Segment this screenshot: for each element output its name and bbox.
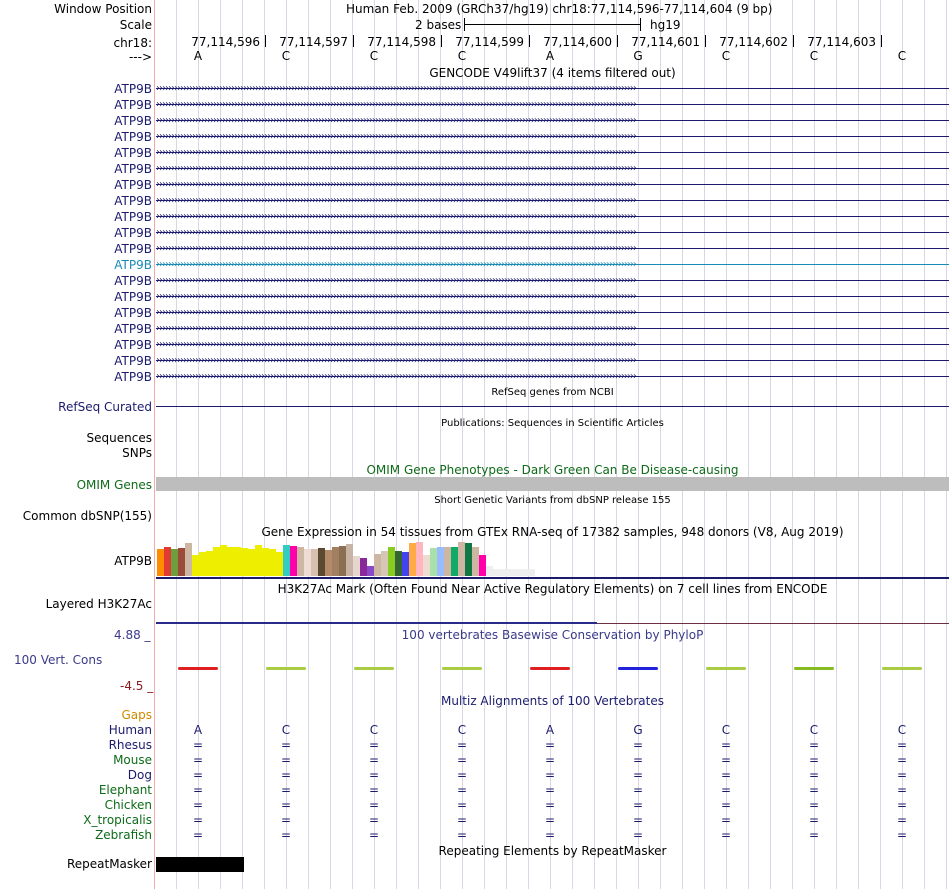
gencode-strand-arrows: ›››››››››››››››››››››››››››››››››››››››››››››››››››››››››››››››››››››››››››››››››››››››››››››››››››››››››››››››››››››››››››››››››››››››››››››››››››››››››››››››› xyxy=(156,180,636,189)
position-label: 77,114,600 xyxy=(543,35,612,49)
gtex-bar[interactable] xyxy=(409,543,416,576)
gencode-strand-arrows: ›››››››››››››››››››››››››››››››››››››››››››››››››››››››››››››››››››››››››››››››››››››››››››››››››››››››››››››››››››››››››››››››››››››››››››››››››››››››››››››››› xyxy=(156,212,636,221)
gtex-bar[interactable] xyxy=(192,555,199,576)
gtex-bar[interactable] xyxy=(430,548,437,576)
base-letter: C xyxy=(457,49,467,63)
multiz-match-symbol: = xyxy=(192,738,204,752)
conservation-peak[interactable] xyxy=(354,667,394,670)
multiz-match-symbol: = xyxy=(544,798,556,812)
gencode-item-label[interactable]: ATP9B xyxy=(114,178,152,192)
multiz-human-base: C xyxy=(721,723,731,737)
gencode-item-label[interactable]: ATP9B xyxy=(114,370,152,384)
gtex-bar[interactable] xyxy=(521,569,528,576)
multiz-match-symbol: = xyxy=(808,738,820,752)
gencode-item-label[interactable]: ATP9B xyxy=(114,98,152,112)
gtex-bar[interactable] xyxy=(213,547,220,576)
multiz-match-symbol: = xyxy=(720,813,732,827)
conservation-peak[interactable] xyxy=(794,667,834,670)
conservation-track-title[interactable]: 100 vertebrates Basewise Conservation by PhyloP xyxy=(401,628,704,642)
position-tick xyxy=(353,35,354,47)
scale-bases: 2 bases xyxy=(415,18,462,32)
gtex-bar[interactable] xyxy=(437,547,444,576)
conservation-peak[interactable] xyxy=(706,667,746,670)
position-tick xyxy=(617,35,618,47)
refseq-track-label[interactable]: RefSeq Curated xyxy=(58,400,152,414)
gtex-bar[interactable] xyxy=(304,549,311,576)
base-letter: G xyxy=(633,49,643,63)
base-letter: C xyxy=(721,49,731,63)
multiz-match-symbol: = xyxy=(192,768,204,782)
window-position-label: Window Position xyxy=(54,2,152,16)
gtex-bar[interactable] xyxy=(178,548,185,576)
h3k27ac-track-label[interactable]: Layered H3K27Ac xyxy=(45,597,152,611)
gencode-item-label[interactable]: ATP9B xyxy=(114,322,152,336)
multiz-human-base: G xyxy=(633,723,643,737)
gencode-strand-arrows: ›››››››››››››››››››››››››››››››››››››››››››››››››››››››››››››››››››››››››››››››››››››››››››››››››››››››››››››››››››››››››››››››››››››››››››››››››››››››››››››››› xyxy=(156,196,636,205)
scale-bar xyxy=(464,24,640,25)
multiz-match-symbol: = xyxy=(896,798,908,812)
gtex-bar[interactable] xyxy=(318,548,325,576)
gtex-bar[interactable] xyxy=(339,546,346,576)
gencode-strand-arrows: ›››››››››››››››››››››››››››››››››››››››››››››››››››››››››››››››››››››››››››››››››››››››››››››››››››››››››››››››››››››››››››››››››››››››››››››››››››››››››››››››› xyxy=(156,148,636,157)
multiz-match-symbol: = xyxy=(632,828,644,842)
base-letter: C xyxy=(281,49,291,63)
gtex-bar[interactable] xyxy=(472,547,479,576)
gencode-item-label[interactable]: ATP9B xyxy=(114,130,152,144)
multiz-match-symbol: = xyxy=(368,753,380,767)
gtex-bar[interactable] xyxy=(297,547,304,576)
multiz-human-base: A xyxy=(193,723,203,737)
multiz-match-symbol: = xyxy=(720,738,732,752)
gencode-strand-arrows: ›››››››››››››››››››››››››››››››››››››››››››››››››››››››››››››››››››››››››››››››››››››››››››››››››››››››››››››››››››››››››››››››››››››››››››››››››››››››››››››››› xyxy=(156,132,636,141)
multiz-match-symbol: = xyxy=(632,783,644,797)
gencode-strand-arrows: ›››››››››››››››››››››››››››››››››››››››››››››››››››››››››››››››››››››››››››››››››››››››››››››››››››››››››››››››››››››››››››››››››››››››››››››››››››››››››››››››› xyxy=(156,324,636,333)
omim-gene-bar[interactable] xyxy=(156,477,949,491)
multiz-match-symbol: = xyxy=(192,798,204,812)
multiz-species-label[interactable]: Dog xyxy=(127,768,152,782)
gencode-strand-arrows: ›››››››››››››››››››››››››››››››››››››››››››››››››››››››››››››››››››››››››››››››››››››››››››››››››››››››››››››››››››››››››››››››››››››››››››››››››››››››››››››››› xyxy=(156,292,636,301)
gencode-item-label[interactable]: ATP9B xyxy=(114,194,152,208)
gtex-bar[interactable] xyxy=(507,569,514,576)
multiz-match-symbol: = xyxy=(632,798,644,812)
gtex-bar[interactable] xyxy=(353,556,360,576)
gencode-item-label[interactable]: ATP9B xyxy=(114,114,152,128)
multiz-human-base: A xyxy=(545,723,555,737)
publications-track-title[interactable]: Publications: Sequences in Scientific Articles xyxy=(441,418,664,429)
multiz-track-title[interactable]: Multiz Alignments of 100 Vertebrates xyxy=(440,694,665,708)
base-letter: A xyxy=(545,49,555,63)
gtex-bar[interactable] xyxy=(423,555,430,576)
multiz-match-symbol: = xyxy=(456,813,468,827)
gtex-bar-chart[interactable] xyxy=(157,542,537,576)
gencode-strand-arrows: ›››››››››››››››››››››››››››››››››››››››››››››››››››››››››››››››››››››››››››››››››››››››››››››››››››››››››››››››››››››››››››››››››››››››››››››››››››››››››››››››› xyxy=(156,356,636,365)
conservation-peak[interactable] xyxy=(882,667,922,670)
multiz-match-symbol: = xyxy=(544,813,556,827)
multiz-match-symbol: = xyxy=(720,753,732,767)
multiz-match-symbol: = xyxy=(456,783,468,797)
multiz-match-symbol: = xyxy=(280,783,292,797)
gtex-bar[interactable] xyxy=(402,552,409,576)
label-separator xyxy=(154,0,155,889)
gencode-item-label[interactable]: ATP9B xyxy=(114,226,152,240)
gencode-track-title[interactable]: GENCODE V49lift37 (4 items filtered out) xyxy=(429,66,676,80)
publications-sequences-label[interactable]: Sequences xyxy=(86,431,152,445)
gtex-bar[interactable] xyxy=(493,569,500,576)
multiz-match-symbol: = xyxy=(544,738,556,752)
multiz-match-symbol: = xyxy=(368,798,380,812)
repeatmasker-track-title[interactable]: Repeating Elements by RepeatMasker xyxy=(438,844,667,858)
multiz-gaps-label[interactable]: Gaps xyxy=(121,708,152,722)
gtex-baseline xyxy=(156,577,949,579)
multiz-match-symbol: = xyxy=(192,828,204,842)
multiz-match-symbol: = xyxy=(720,768,732,782)
refseq-track-title[interactable]: RefSeq genes from NCBI xyxy=(491,387,614,398)
omim-track-label[interactable]: OMIM Genes xyxy=(76,478,152,492)
multiz-match-symbol: = xyxy=(368,828,380,842)
conservation-peak[interactable] xyxy=(442,667,482,670)
publications-snps-label[interactable]: SNPs xyxy=(122,446,152,460)
multiz-match-symbol: = xyxy=(280,768,292,782)
position-label: 77,114,602 xyxy=(719,35,788,49)
gtex-bar[interactable] xyxy=(486,566,493,576)
conservation-peak[interactable] xyxy=(618,667,658,670)
gtex-bar[interactable] xyxy=(514,569,521,576)
base-letter: C xyxy=(897,49,907,63)
gencode-item-label[interactable]: ATP9B xyxy=(114,274,152,288)
multiz-match-symbol: = xyxy=(456,738,468,752)
gtex-bar[interactable] xyxy=(479,555,486,576)
repeatmasker-element[interactable] xyxy=(156,857,244,872)
multiz-match-symbol: = xyxy=(456,828,468,842)
position-tick xyxy=(705,35,706,47)
gencode-strand-arrows: ›››››››››››››››››››››››››››››››››››››››››››››››››››››››››››››››››››››››››››››››››››››››››››››››››››››››››››››››››››››››››››››››››››››››››››››››››››››››››››››››› xyxy=(156,116,636,125)
gtex-bar[interactable] xyxy=(325,550,332,576)
multiz-match-symbol: = xyxy=(456,768,468,782)
refseq-gene-line[interactable] xyxy=(156,406,949,407)
multiz-match-symbol: = xyxy=(280,738,292,752)
scale-db: hg19 xyxy=(650,18,681,32)
multiz-match-symbol: = xyxy=(896,768,908,782)
multiz-match-symbol: = xyxy=(544,768,556,782)
omim-track-title[interactable]: OMIM Gene Phenotypes - Dark Green Can Be Disease-causing xyxy=(366,463,739,477)
base-letter: C xyxy=(369,49,379,63)
h3k27ac-signal-line[interactable] xyxy=(156,622,597,624)
position-label: 77,114,596 xyxy=(191,35,260,49)
gencode-strand-arrows: ›››››››››››››››››››››››››››››››››››››››››››››››››››››››››››››››››››››››››››››››››››››››››››››››››››››››››››››››››››››››››››››››››››››››››››››››››››››››››››››››› xyxy=(156,228,636,237)
gencode-strand-arrows: ›››››››››››››››››››››››››››››››››››››››››››››››››››››››››››››››››››››››››››››››››››››››››››››››››››››››››››››››››››››››››››››››››››››››››››››››››››››››››››››››› xyxy=(156,308,636,317)
strand-label: ---> xyxy=(128,50,152,64)
multiz-match-symbol: = xyxy=(896,783,908,797)
gtex-bar[interactable] xyxy=(465,543,472,576)
gtex-bar[interactable] xyxy=(199,552,206,576)
multiz-species-label[interactable]: X_tropicalis xyxy=(83,813,152,827)
multiz-match-symbol: = xyxy=(368,768,380,782)
gtex-bar[interactable] xyxy=(248,549,255,576)
gtex-bar[interactable] xyxy=(241,548,248,576)
multiz-match-symbol: = xyxy=(280,828,292,842)
multiz-human-base: C xyxy=(457,723,467,737)
position-tick xyxy=(265,35,266,47)
multiz-match-symbol: = xyxy=(896,738,908,752)
gtex-bar[interactable] xyxy=(395,551,402,576)
gencode-item-label[interactable]: ATP9B xyxy=(114,210,152,224)
gtex-bar[interactable] xyxy=(458,542,465,576)
dbsnp-track-label[interactable]: Common dbSNP(155) xyxy=(22,509,152,523)
multiz-match-symbol: = xyxy=(280,813,292,827)
gencode-item-label[interactable]: ATP9B xyxy=(114,258,152,272)
multiz-match-symbol: = xyxy=(808,768,820,782)
position-label: 77,114,597 xyxy=(279,35,348,49)
multiz-match-symbol: = xyxy=(544,828,556,842)
gencode-strand-arrows: ›››››››››››››››››››››››››››››››››››››››››››››››››››››››››››››››››››››››››››››››››››››››››››››››››››››››››››››››››››››››››››››››››››››››››››››››››››››››››››››››› xyxy=(156,84,636,93)
multiz-species-label[interactable]: Human xyxy=(108,723,152,737)
conservation-peak[interactable] xyxy=(266,667,306,670)
multiz-match-symbol: = xyxy=(896,813,908,827)
gencode-item-label[interactable]: ATP9B xyxy=(114,146,152,160)
gencode-strand-arrows: ›››››››››››››››››››››››››››››››››››››››››››››››››››››››››››››››››››››››››››››››››››››››››››››››››››››››››››››››››››››››››››››››››››››››››››››››››››››››››››››››› xyxy=(156,372,636,381)
multiz-match-symbol: = xyxy=(632,753,644,767)
multiz-match-symbol: = xyxy=(896,753,908,767)
gtex-bar[interactable] xyxy=(276,552,283,576)
multiz-species-label[interactable]: Zebrafish xyxy=(95,828,152,842)
conservation-peak[interactable] xyxy=(530,667,570,670)
gtex-bar[interactable] xyxy=(255,545,262,576)
multiz-match-symbol: = xyxy=(368,783,380,797)
multiz-human-base: C xyxy=(281,723,291,737)
gencode-strand-arrows: ›››››››››››››››››››››››››››››››››››››››››››››››››››››››››››››››››››››››››››››››››››››››››››››››››››››››››››››››››››››››››››››››››››››››››››››››››››››››››››››››› xyxy=(156,276,636,285)
gencode-strand-arrows: ›››››››››››››››››››››››››››››››››››››››››››››››››››››››››››››››››››››››››››››››››››››››››››››››››››››››››››››››››››››››››››››››››››››››››››››››››››››››››››››››› xyxy=(156,244,636,253)
gtex-bar[interactable] xyxy=(416,542,423,576)
repeatmasker-track-label[interactable]: RepeatMasker xyxy=(66,857,152,871)
position-label: 77,114,598 xyxy=(367,35,436,49)
position-label: 77,114,603 xyxy=(807,35,876,49)
gtex-bar[interactable] xyxy=(206,551,213,576)
multiz-match-symbol: = xyxy=(808,753,820,767)
position-tick xyxy=(881,35,882,47)
position-label: 77,114,601 xyxy=(631,35,700,49)
multiz-match-symbol: = xyxy=(456,798,468,812)
gtex-bar[interactable] xyxy=(381,551,388,576)
gencode-item-label[interactable]: ATP9B xyxy=(114,162,152,176)
multiz-match-symbol: = xyxy=(456,753,468,767)
gencode-item-label[interactable]: ATP9B xyxy=(114,290,152,304)
multiz-match-symbol: = xyxy=(808,828,820,842)
gtex-bar[interactable] xyxy=(360,558,367,576)
gtex-bar[interactable] xyxy=(388,547,395,576)
gtex-bar[interactable] xyxy=(220,545,227,576)
multiz-species-label[interactable]: Mouse xyxy=(113,753,152,767)
position-tick xyxy=(793,35,794,47)
conservation-min-label: -4.5 _ xyxy=(120,679,154,693)
scale-bar-left-tick xyxy=(464,18,465,31)
multiz-match-symbol: = xyxy=(368,738,380,752)
multiz-human-base: C xyxy=(897,723,907,737)
position-tick xyxy=(441,35,442,47)
position-label: 77,114,599 xyxy=(455,35,524,49)
multiz-match-symbol: = xyxy=(808,783,820,797)
gencode-item-label[interactable]: ATP9B xyxy=(114,82,152,96)
assembly-title[interactable]: Human Feb. 2009 (GRCh37/hg19) chr18:77,114,596-77,114,604 (9 bp) xyxy=(346,2,773,16)
gtex-track-title[interactable]: Gene Expression in 54 tissues from GTEx RNA-seq of 17382 samples, 948 donors (V8, Aug 2019) xyxy=(261,525,844,539)
gtex-bar[interactable] xyxy=(171,549,178,576)
h3k27ac-track-title[interactable]: H3K27Ac Mark (Often Found Near Active Regulatory Elements) on 7 cell lines from ENCODE xyxy=(277,582,828,596)
gtex-bar[interactable] xyxy=(374,554,381,576)
gtex-bar[interactable] xyxy=(164,547,171,576)
chrom-label: chr18: xyxy=(113,36,152,50)
multiz-species-label[interactable]: Chicken xyxy=(104,798,152,812)
multiz-match-symbol: = xyxy=(808,813,820,827)
base-letter: C xyxy=(809,49,819,63)
multiz-species-label[interactable]: Rhesus xyxy=(108,738,152,752)
gtex-track-label[interactable]: ATP9B xyxy=(114,554,152,568)
h3k27ac-track-border xyxy=(597,623,949,624)
gtex-bar[interactable] xyxy=(234,547,241,576)
gtex-bar[interactable] xyxy=(367,566,374,576)
gencode-strand-arrows: ›››››››››››››››››››››››››››››››››››››››››››››››››››››››››››››››››››››››››››››››››››››››››››››››››››››››››››››››››››››››››››››››››››››››››››››››››››››››››››››››› xyxy=(156,164,636,173)
conservation-peak[interactable] xyxy=(178,667,218,670)
gtex-bar[interactable] xyxy=(185,543,192,576)
gtex-bar[interactable] xyxy=(269,549,276,576)
dbsnp-track-title[interactable]: Short Genetic Variants from dbSNP release 155 xyxy=(434,495,671,506)
gtex-bar[interactable] xyxy=(227,547,234,576)
multiz-human-base: C xyxy=(809,723,819,737)
multiz-human-base: C xyxy=(369,723,379,737)
multiz-match-symbol: = xyxy=(720,783,732,797)
gtex-bar[interactable] xyxy=(157,549,164,576)
multiz-match-symbol: = xyxy=(192,813,204,827)
multiz-match-symbol: = xyxy=(280,753,292,767)
conservation-max-label: 4.88 _ xyxy=(114,628,151,642)
multiz-match-symbol: = xyxy=(720,828,732,842)
multiz-match-symbol: = xyxy=(896,828,908,842)
gencode-strand-arrows: ›››››››››››››››››››››››››››››››››››››››››››››››››››››››››››››››››››››››››››››››››››››››››››››››››››››››››››››››››››››››››››››››››››››››››››››››››››››››››››››››› xyxy=(156,100,636,109)
conservation-track-label[interactable]: 100 Vert. Cons xyxy=(14,653,103,667)
multiz-match-symbol: = xyxy=(192,783,204,797)
gtex-bar[interactable] xyxy=(444,547,451,576)
gtex-bar[interactable] xyxy=(283,545,290,576)
base-letter: A xyxy=(193,49,203,63)
multiz-match-symbol: = xyxy=(280,798,292,812)
gtex-bar[interactable] xyxy=(451,547,458,576)
multiz-match-symbol: = xyxy=(632,768,644,782)
gencode-item-label[interactable]: ATP9B xyxy=(114,354,152,368)
multiz-match-symbol: = xyxy=(632,813,644,827)
gtex-bar[interactable] xyxy=(346,544,353,576)
gtex-bar[interactable] xyxy=(262,548,269,576)
scale-label: Scale xyxy=(119,18,152,32)
multiz-match-symbol: = xyxy=(632,738,644,752)
gtex-bar[interactable] xyxy=(500,569,507,576)
position-tick xyxy=(529,35,530,47)
multiz-match-symbol: = xyxy=(544,783,556,797)
scale-bar-right-tick xyxy=(640,18,641,31)
gencode-item-label[interactable]: ATP9B xyxy=(114,338,152,352)
multiz-match-symbol: = xyxy=(720,798,732,812)
gtex-bar[interactable] xyxy=(332,547,339,576)
gencode-item-label[interactable]: ATP9B xyxy=(114,306,152,320)
multiz-match-symbol: = xyxy=(544,753,556,767)
gtex-bar[interactable] xyxy=(528,569,535,576)
multiz-species-label[interactable]: Elephant xyxy=(98,783,152,797)
gencode-item-label[interactable]: ATP9B xyxy=(114,242,152,256)
gtex-bar[interactable] xyxy=(290,546,297,576)
multiz-match-symbol: = xyxy=(808,798,820,812)
gencode-strand-arrows: ›››››››››››››››››››››››››››››››››››››››››››››››››››››››››››››››››››››››››››››››››››››››››››››››››››››››››››››››››››››››››››››››››››››››››››››››››››››››››››››››› xyxy=(156,340,636,349)
gencode-strand-arrows: ›››››››››››››››››››››››››››››››››››››››››››››››››››››››››››››››››››››››››››››››››››››››››››››››››››››››››››››››››››››››››››››››››››››››››››››››››››››››››››››››› xyxy=(156,260,636,269)
gtex-bar[interactable] xyxy=(311,549,318,576)
multiz-match-symbol: = xyxy=(368,813,380,827)
multiz-match-symbol: = xyxy=(192,753,204,767)
